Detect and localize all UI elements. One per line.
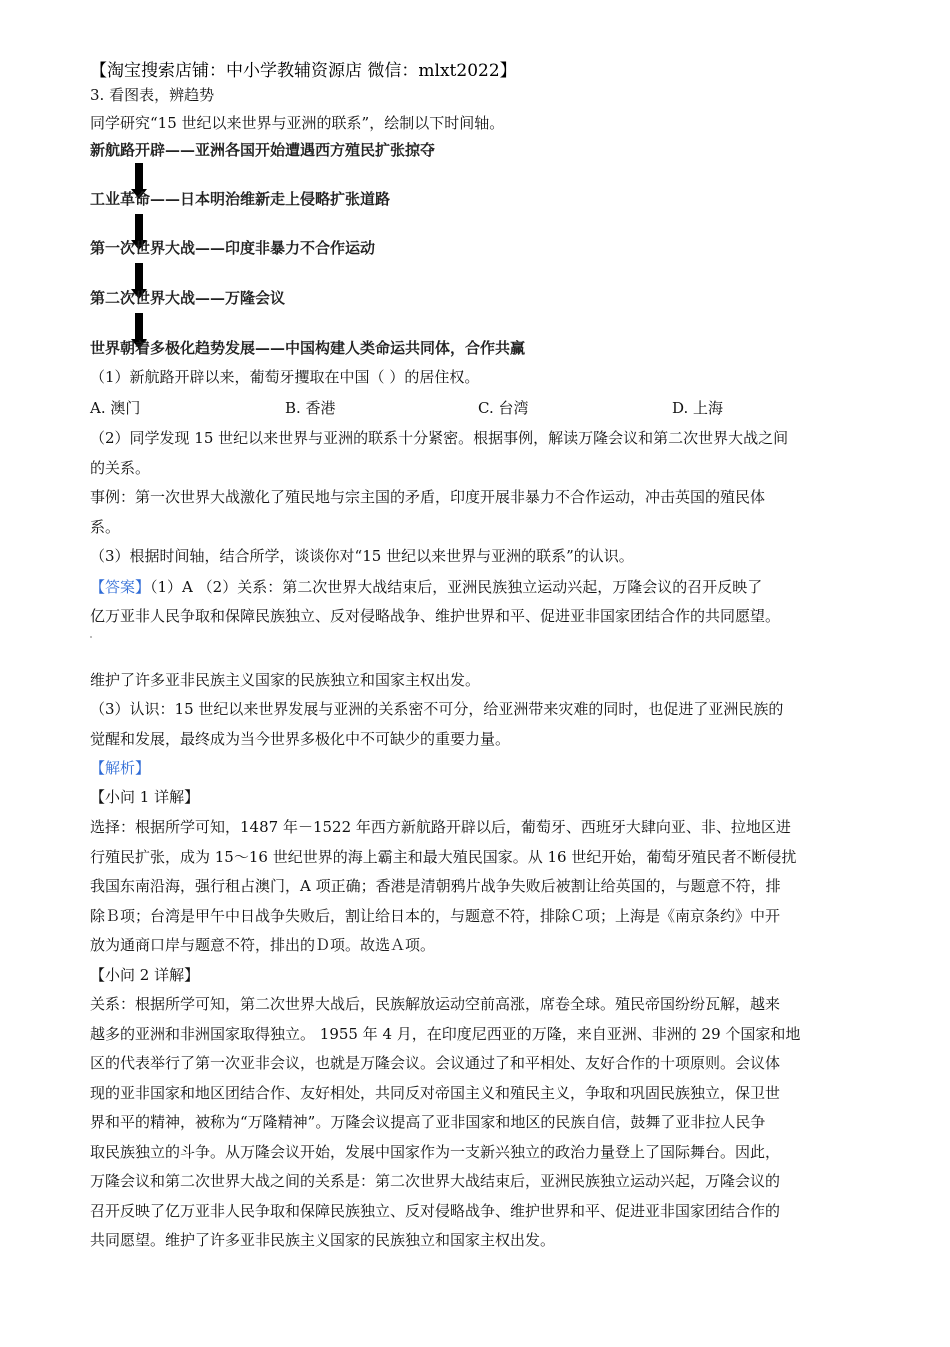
question-3: （3）根据时间轴，结合所学，谈谈你对“15 世纪以来世界与亚洲的联系”的认识。	[90, 547, 634, 565]
example-line: 系。	[90, 518, 121, 536]
answer-line: （3）认识：15 世纪以来世界发展与亚洲的关系密不可分，给亚洲带来灾难的同时，也促进了亚洲民族的	[90, 700, 784, 718]
sub1-line: 行殖民扩张，成为 15～16 世纪世界的海上霸主和最大殖民国家。从 16 世纪开始，葡萄牙殖民者不断侵扰	[90, 848, 797, 866]
sub1-line: 选择：根据所学可知，1487 年－1522 年西方新航路开辟以后，葡萄牙、西班牙大肆向亚、非、拉地区进	[90, 818, 791, 836]
answer-line: 觉醒和发展，最终成为当今世界多极化中不可缺少的重要力量。	[90, 730, 511, 748]
sub-question-1-title: 【小问 1 详解】	[90, 788, 200, 806]
option-a: A. 澳门	[90, 399, 141, 417]
option-b: B. 香港	[285, 399, 336, 417]
answer-tag: 【答案】	[90, 578, 151, 596]
timeline-item-4: 第二次世界大战——万隆会议	[90, 289, 286, 307]
example-line: 事例：第一次世界大战激化了殖民地与宗主国的矛盾，印度开展非暴力不合作运动，冲击英国的殖民体	[90, 488, 766, 506]
sub1-line: 除Ｂ项；台湾是甲午中日战争失败后，割让给日本的，与题意不符，排除Ｃ项；上海是《南京条约》中开	[90, 907, 781, 925]
answer-line: 亿万亚非人民争取和保障民族独立、反对侵略战争、维护世界和平、促进亚非国家团结合作的共同愿望。	[90, 607, 781, 625]
sub2-line: 召开反映了亿万亚非人民争取和保障民族独立、反对侵略战争、维护世界和平、促进亚非国家团结合作的	[90, 1202, 781, 1220]
sub2-line: 关系：根据所学可知，第二次世界大战后，民族解放运动空前高涨，席卷全球。殖民帝国纷纷瓦解，越来	[90, 995, 781, 1013]
timeline-item-1: 新航路开辟——亚洲各国开始遭遇西方殖民扩张掠夺	[90, 141, 436, 159]
sub2-line: 现的亚非国家和地区团结合作、友好相处，共同反对帝国主义和殖民主义，争取和巩固民族独立，保卫世	[90, 1084, 781, 1102]
question-2-line: （2）同学发现 15 世纪以来世界与亚洲的联系十分紧密。根据事例，解读万隆会议和第二次世界大战之间	[90, 429, 789, 447]
answer-text: （1）A （2）关系：第二次世界大战结束后，亚洲民族独立运动兴起，万隆会议的召开反映了	[150, 578, 763, 596]
answer-line	[90, 572, 762, 602]
timeline-item-5: 世界朝着多极化趋势发展——中国构建人类命运共同体，合作共赢	[90, 339, 526, 357]
timeline-item-3: 第一次世界大战——印度非暴力不合作运动	[90, 239, 376, 257]
sub-question-2-title: 【小问 2 详解】	[90, 966, 200, 984]
option-d: D. 上海	[672, 399, 724, 417]
watermark-header: 【淘宝搜索店铺：中小学教辅资源店 微信：mlxt2022】	[90, 61, 517, 81]
sub2-line: 区的代表举行了第一次亚非会议，也就是万隆会议。会议通过了和平相处、友好合作的十项原则。会议体	[90, 1054, 781, 1072]
option-c: C. 台湾	[478, 399, 529, 417]
question-1: （1）新航路开辟以来，葡萄牙攫取在中国（ ）的居住权。	[90, 368, 480, 386]
sub1-line: 放为通商口岸与题意不符，排出的Ｄ项。故选Ａ项。	[90, 936, 436, 954]
sub2-line: 越多的亚洲和非洲国家取得独立。 1955 年 4 月，在印度尼西亚的万隆，来自亚洲、非洲的 29 个国家和地	[90, 1025, 801, 1043]
page-break-mark	[90, 636, 92, 638]
sub2-line: 共同愿望。维护了许多亚非民族主义国家的民族独立和国家主权出发。	[90, 1231, 556, 1249]
question-title: 3. 看图表，辨趋势	[90, 86, 215, 104]
sub2-line: 万隆会议和第二次世界大战之间的关系是：第二次世界大战结束后，亚洲民族独立运动兴起，万隆会议的	[90, 1172, 781, 1190]
analysis-tag: 【解析】	[90, 759, 151, 777]
sub1-line: 我国东南沿海，强行租占澳门，A 项正确；香港是清朝鸦片战争失败后被割让给英国的，与题意不符，排	[90, 877, 781, 895]
sub2-line: 界和平的精神，被称为“万隆精神”。万隆会议提高了亚非国家和地区的民族自信，鼓舞了亚非拉人民争	[90, 1113, 766, 1131]
question-2-line: 的关系。	[90, 459, 151, 477]
sub2-line: 取民族独立的斗争。从万隆会议开始，发展中国家作为一支新兴独立的政治力量登上了国际舞台。因此，	[90, 1143, 781, 1161]
question-intro: 同学研究“15 世纪以来世界与亚洲的联系”，绘制以下时间轴。	[90, 114, 505, 132]
timeline-item-2: 工业革命——日本明治维新走上侵略扩张道路	[90, 190, 391, 208]
answer-line: 维护了许多亚非民族主义国家的民族独立和国家主权出发。	[90, 671, 481, 689]
